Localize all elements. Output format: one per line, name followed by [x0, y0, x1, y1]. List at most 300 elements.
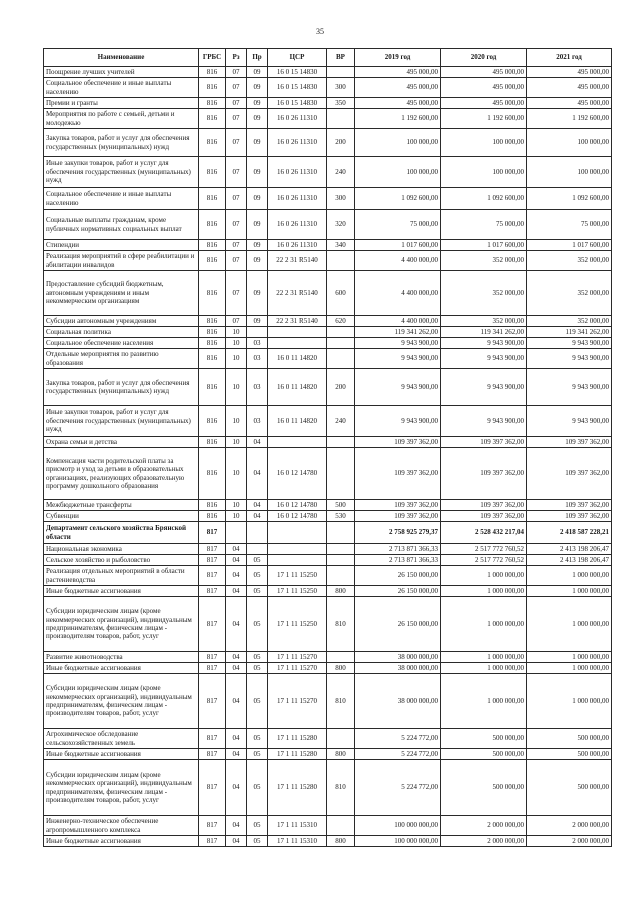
cell-grbs: 816: [199, 109, 226, 129]
table-row: [44, 448, 612, 500]
cell-rz: 10: [226, 448, 247, 500]
cell-vr: [327, 448, 355, 500]
cell-2020: 1 000 000,00: [441, 663, 527, 674]
cell-grbs: 817: [199, 674, 226, 729]
cell-rz: 04: [226, 663, 247, 674]
header-vr: ВР: [327, 49, 355, 67]
cell-csr: 16 0 26 11310: [268, 157, 327, 188]
cell-pr: 09: [247, 67, 268, 78]
cell-2021: 1 000 000,00: [527, 566, 612, 586]
cell-pr: [247, 327, 268, 338]
cell-2020: 352 000,00: [441, 316, 527, 327]
cell-name: Социальное обеспечение и иные выплаты населению: [44, 188, 199, 210]
cell-csr: [268, 555, 327, 566]
cell-2019: 5 224 772,00: [355, 760, 441, 816]
cell-grbs: 816: [199, 271, 226, 316]
cell-name: Поощрение лучших учителей: [44, 67, 199, 78]
cell-2021: 352 000,00: [527, 271, 612, 316]
cell-2019: 495 000,00: [355, 67, 441, 78]
cell-2019: 100 000 000,00: [355, 816, 441, 836]
cell-grbs: 816: [199, 316, 226, 327]
cell-vr: 500: [327, 500, 355, 511]
cell-csr: [268, 437, 327, 448]
table-row: [44, 566, 612, 586]
cell-2019: 100 000,00: [355, 157, 441, 188]
header-pr: Пр: [247, 49, 268, 67]
cell-name: Развитие животноводства: [44, 652, 199, 663]
cell-2021: 9 943 900,00: [527, 369, 612, 406]
cell-grbs: 816: [199, 210, 226, 240]
cell-2021: 9 943 900,00: [527, 338, 612, 349]
cell-rz: 04: [226, 544, 247, 555]
cell-name: Социальная политика: [44, 327, 199, 338]
cell-2020: 352 000,00: [441, 251, 527, 271]
cell-2021: 109 397 362,00: [527, 500, 612, 511]
cell-2020: 495 000,00: [441, 98, 527, 109]
cell-2020: 1 000 000,00: [441, 652, 527, 663]
cell-name: Иные бюджетные ассигнования: [44, 586, 199, 597]
cell-pr: 09: [247, 316, 268, 327]
cell-pr: 09: [247, 109, 268, 129]
cell-pr: 05: [247, 729, 268, 749]
cell-2020: 1 017 600,00: [441, 240, 527, 251]
cell-pr: 05: [247, 652, 268, 663]
cell-pr: 09: [247, 98, 268, 109]
cell-pr: 09: [247, 240, 268, 251]
cell-pr: 05: [247, 663, 268, 674]
cell-name: Иные закупки товаров, работ и услуг для обеспечения государственных (муниципальных) нужд: [44, 406, 199, 437]
cell-grbs: 816: [199, 511, 226, 522]
cell-2020: 1 192 600,00: [441, 109, 527, 129]
cell-vr: 320: [327, 210, 355, 240]
cell-2021: 9 943 900,00: [527, 406, 612, 437]
cell-pr: 05: [247, 586, 268, 597]
cell-pr: 03: [247, 338, 268, 349]
cell-2020: 1 000 000,00: [441, 586, 527, 597]
cell-name: Субсидии юридическим лицам (кроме некоммерческих организаций), индивидуальным предпринимателям, физическим лицам - производителям товаров, работ, услуг: [44, 674, 199, 729]
cell-2021: 1 192 600,00: [527, 109, 612, 129]
cell-rz: 04: [226, 555, 247, 566]
cell-pr: 04: [247, 437, 268, 448]
cell-pr: 09: [247, 271, 268, 316]
cell-csr: 17 1 11 15270: [268, 652, 327, 663]
cell-grbs: 816: [199, 369, 226, 406]
cell-name: Социальное обеспечение и иные выплаты населению: [44, 78, 199, 98]
table-row: [44, 78, 612, 98]
header-name: Наименование: [44, 49, 199, 67]
cell-pr: 05: [247, 555, 268, 566]
cell-csr: 17 1 11 15280: [268, 729, 327, 749]
cell-rz: 04: [226, 749, 247, 760]
cell-name: Иные закупки товаров, работ и услуг для обеспечения государственных (муниципальных) нужд: [44, 157, 199, 188]
cell-name: Закупка товаров, работ и услуг для обеспечения государственных (муниципальных) нужд: [44, 129, 199, 157]
cell-rz: 04: [226, 760, 247, 816]
cell-csr: 16 0 11 14820: [268, 369, 327, 406]
cell-vr: [327, 652, 355, 663]
cell-2019: 100 000,00: [355, 129, 441, 157]
cell-vr: 300: [327, 78, 355, 98]
cell-rz: 07: [226, 316, 247, 327]
cell-2020: 109 397 362,00: [441, 437, 527, 448]
cell-vr: 800: [327, 663, 355, 674]
cell-vr: 800: [327, 749, 355, 760]
cell-rz: 07: [226, 109, 247, 129]
cell-name: Национальная экономика: [44, 544, 199, 555]
cell-pr: 09: [247, 251, 268, 271]
cell-csr: 16 0 15 14830: [268, 67, 327, 78]
table-body: [44, 67, 612, 847]
table-row: [44, 406, 612, 437]
cell-2019: 9 943 900,00: [355, 369, 441, 406]
cell-rz: 04: [226, 586, 247, 597]
cell-2021: 352 000,00: [527, 251, 612, 271]
cell-2020: 100 000,00: [441, 157, 527, 188]
cell-vr: [327, 729, 355, 749]
cell-vr: 350: [327, 98, 355, 109]
cell-grbs: 816: [199, 78, 226, 98]
cell-grbs: 817: [199, 652, 226, 663]
table-row: [44, 98, 612, 109]
cell-name: Агрохимическое обследование сельскохозяйственных земель: [44, 729, 199, 749]
cell-grbs: 816: [199, 251, 226, 271]
cell-2019: 119 341 262,00: [355, 327, 441, 338]
cell-grbs: 816: [199, 448, 226, 500]
table-row: [44, 544, 612, 555]
header-2019: 2019 год: [355, 49, 441, 67]
cell-vr: 340: [327, 240, 355, 251]
cell-grbs: 817: [199, 749, 226, 760]
cell-pr: 05: [247, 749, 268, 760]
cell-csr: [268, 522, 327, 544]
cell-grbs: 816: [199, 500, 226, 511]
table-row: [44, 586, 612, 597]
cell-2019: 109 397 362,00: [355, 511, 441, 522]
cell-grbs: 816: [199, 327, 226, 338]
cell-2019: 9 943 900,00: [355, 338, 441, 349]
cell-csr: 17 1 11 15250: [268, 566, 327, 586]
cell-2020: 495 000,00: [441, 67, 527, 78]
cell-2019: 1 192 600,00: [355, 109, 441, 129]
cell-grbs: 817: [199, 555, 226, 566]
cell-vr: 200: [327, 369, 355, 406]
cell-2019: 4 400 000,00: [355, 316, 441, 327]
cell-2020: 2 517 772 760,52: [441, 555, 527, 566]
cell-csr: 17 1 11 15270: [268, 663, 327, 674]
table-row: [44, 500, 612, 511]
cell-name: Социальное обеспечение населения: [44, 338, 199, 349]
cell-2021: 495 000,00: [527, 78, 612, 98]
cell-pr: 09: [247, 157, 268, 188]
cell-pr: 04: [247, 500, 268, 511]
cell-grbs: 816: [199, 406, 226, 437]
cell-name: Межбюджетные трансферты: [44, 500, 199, 511]
table-row: [44, 240, 612, 251]
cell-name: Премии и гранты: [44, 98, 199, 109]
cell-name: Иные бюджетные ассигнования: [44, 836, 199, 847]
cell-2021: 1 017 600,00: [527, 240, 612, 251]
table-row: [44, 597, 612, 652]
cell-csr: 17 1 11 15250: [268, 597, 327, 652]
cell-2020: 2 528 432 217,04: [441, 522, 527, 544]
cell-2021: 500 000,00: [527, 760, 612, 816]
cell-2020: 1 000 000,00: [441, 597, 527, 652]
cell-2019: 5 224 772,00: [355, 729, 441, 749]
cell-csr: [268, 544, 327, 555]
cell-vr: 810: [327, 760, 355, 816]
cell-pr: 09: [247, 210, 268, 240]
cell-2019: 2 713 871 366,33: [355, 555, 441, 566]
cell-grbs: 816: [199, 188, 226, 210]
cell-vr: 600: [327, 271, 355, 316]
cell-csr: 16 0 15 14830: [268, 98, 327, 109]
cell-rz: [226, 522, 247, 544]
cell-2020: 1 000 000,00: [441, 566, 527, 586]
cell-csr: 16 0 26 11310: [268, 240, 327, 251]
cell-csr: 17 1 11 15310: [268, 836, 327, 847]
cell-rz: 10: [226, 406, 247, 437]
cell-2019: 495 000,00: [355, 78, 441, 98]
cell-name: Предоставление субсидий бюджетным, автономным учреждениям и иным некоммерческим организациям: [44, 271, 199, 316]
cell-2020: 109 397 362,00: [441, 448, 527, 500]
cell-2019: 4 400 000,00: [355, 251, 441, 271]
cell-2019: 26 150 000,00: [355, 597, 441, 652]
cell-rz: 07: [226, 188, 247, 210]
cell-2019: 495 000,00: [355, 98, 441, 109]
cell-2021: 109 397 362,00: [527, 511, 612, 522]
cell-2019: 4 400 000,00: [355, 271, 441, 316]
cell-pr: 05: [247, 836, 268, 847]
cell-2020: 2 000 000,00: [441, 836, 527, 847]
cell-rz: 10: [226, 437, 247, 448]
cell-pr: 09: [247, 78, 268, 98]
cell-rz: 07: [226, 240, 247, 251]
cell-grbs: 816: [199, 157, 226, 188]
cell-2021: 9 943 900,00: [527, 349, 612, 369]
cell-vr: 240: [327, 157, 355, 188]
cell-name: Реализация отдельных мероприятий в области растениеводства: [44, 566, 199, 586]
cell-rz: 04: [226, 816, 247, 836]
cell-2020: 119 341 262,00: [441, 327, 527, 338]
cell-2021: 1 000 000,00: [527, 674, 612, 729]
cell-2020: 9 943 900,00: [441, 406, 527, 437]
cell-name: Департамент сельского хозяйства Брянской области: [44, 522, 199, 544]
cell-rz: 04: [226, 674, 247, 729]
table-row: [44, 210, 612, 240]
cell-2021: 100 000,00: [527, 129, 612, 157]
cell-2021: 1 092 600,00: [527, 188, 612, 210]
cell-grbs: 817: [199, 597, 226, 652]
cell-csr: [268, 327, 327, 338]
cell-2021: 1 000 000,00: [527, 597, 612, 652]
cell-2021: 495 000,00: [527, 98, 612, 109]
cell-2021: 109 397 362,00: [527, 437, 612, 448]
cell-csr: 22 2 31 R5140: [268, 251, 327, 271]
table-row: [44, 522, 612, 544]
cell-vr: [327, 327, 355, 338]
cell-2019: 75 000,00: [355, 210, 441, 240]
table-row: [44, 729, 612, 749]
cell-csr: [268, 338, 327, 349]
table-row: [44, 511, 612, 522]
cell-vr: 800: [327, 836, 355, 847]
cell-rz: 07: [226, 251, 247, 271]
cell-2019: 26 150 000,00: [355, 566, 441, 586]
cell-2021: 100 000,00: [527, 157, 612, 188]
cell-rz: 07: [226, 271, 247, 316]
cell-2021: 500 000,00: [527, 749, 612, 760]
cell-grbs: 817: [199, 816, 226, 836]
cell-2021: 1 000 000,00: [527, 663, 612, 674]
cell-2020: 1 000 000,00: [441, 674, 527, 729]
header-2021: 2021 год: [527, 49, 612, 67]
cell-2019: 109 397 362,00: [355, 437, 441, 448]
cell-csr: 16 0 26 11310: [268, 210, 327, 240]
table-row: [44, 760, 612, 816]
cell-pr: 03: [247, 406, 268, 437]
cell-2020: 500 000,00: [441, 760, 527, 816]
cell-2020: 352 000,00: [441, 271, 527, 316]
cell-2021: 2 000 000,00: [527, 816, 612, 836]
cell-vr: [327, 67, 355, 78]
cell-2021: 352 000,00: [527, 316, 612, 327]
cell-2020: 2 517 772 760,52: [441, 544, 527, 555]
cell-csr: 16 0 11 14820: [268, 406, 327, 437]
cell-pr: 03: [247, 349, 268, 369]
table-row: [44, 652, 612, 663]
cell-2020: 100 000,00: [441, 129, 527, 157]
cell-grbs: 816: [199, 240, 226, 251]
table-row: [44, 836, 612, 847]
cell-csr: 16 0 12 14780: [268, 448, 327, 500]
cell-vr: [327, 338, 355, 349]
cell-pr: 09: [247, 188, 268, 210]
cell-vr: [327, 566, 355, 586]
table-row: [44, 437, 612, 448]
cell-grbs: 817: [199, 663, 226, 674]
table-row: [44, 369, 612, 406]
header-rz: Рз: [226, 49, 247, 67]
cell-vr: 300: [327, 188, 355, 210]
cell-vr: [327, 522, 355, 544]
cell-rz: 04: [226, 566, 247, 586]
cell-2019: 38 000 000,00: [355, 674, 441, 729]
cell-2020: 109 397 362,00: [441, 511, 527, 522]
cell-grbs: 816: [199, 437, 226, 448]
cell-csr: 22 2 31 R5140: [268, 271, 327, 316]
cell-name: Отдельные мероприятия по развитию образования: [44, 349, 199, 369]
cell-csr: 17 1 11 15280: [268, 760, 327, 816]
cell-rz: 10: [226, 500, 247, 511]
table-row: [44, 188, 612, 210]
cell-grbs: 817: [199, 586, 226, 597]
cell-vr: [327, 555, 355, 566]
table-row: [44, 129, 612, 157]
cell-rz: 07: [226, 67, 247, 78]
cell-2021: 109 397 362,00: [527, 448, 612, 500]
cell-2021: 2 413 198 206,47: [527, 544, 612, 555]
cell-2019: 38 000 000,00: [355, 663, 441, 674]
page-number: 35: [316, 27, 324, 36]
cell-vr: 810: [327, 674, 355, 729]
table-row: [44, 251, 612, 271]
cell-vr: 530: [327, 511, 355, 522]
cell-vr: [327, 109, 355, 129]
cell-pr: 05: [247, 597, 268, 652]
cell-csr: 17 1 11 15310: [268, 816, 327, 836]
cell-csr: 17 1 11 15250: [268, 586, 327, 597]
cell-2019: 2 713 871 366,33: [355, 544, 441, 555]
cell-pr: 05: [247, 674, 268, 729]
cell-rz: 07: [226, 78, 247, 98]
cell-name: Субсидии автономным учреждениям: [44, 316, 199, 327]
cell-2021: 2 413 198 206,47: [527, 555, 612, 566]
cell-name: Закупка товаров, работ и услуг для обеспечения государственных (муниципальных) нужд: [44, 369, 199, 406]
table-row: [44, 316, 612, 327]
cell-name: Компенсация части родительской платы за присмотр и уход за детьми в образовательных организациях, реализующих образовательную программу дошкольного образования: [44, 448, 199, 500]
cell-2021: 2 000 000,00: [527, 836, 612, 847]
cell-rz: 10: [226, 369, 247, 406]
cell-2020: 9 943 900,00: [441, 349, 527, 369]
cell-name: Субсидии юридическим лицам (кроме некоммерческих организаций), индивидуальным предпринимателям, физическим лицам - производителям товаров, работ, услуг: [44, 597, 199, 652]
table-row: [44, 349, 612, 369]
cell-rz: 07: [226, 129, 247, 157]
cell-vr: 800: [327, 586, 355, 597]
cell-rz: 04: [226, 836, 247, 847]
table-row: [44, 749, 612, 760]
cell-pr: 05: [247, 760, 268, 816]
cell-csr: 16 0 12 14780: [268, 500, 327, 511]
cell-2021: 495 000,00: [527, 67, 612, 78]
cell-2020: 500 000,00: [441, 729, 527, 749]
cell-grbs: 816: [199, 338, 226, 349]
cell-rz: 04: [226, 729, 247, 749]
cell-vr: [327, 349, 355, 369]
cell-2019: 2 758 925 279,37: [355, 522, 441, 544]
cell-2019: 100 000 000,00: [355, 836, 441, 847]
cell-vr: [327, 437, 355, 448]
cell-pr: 03: [247, 369, 268, 406]
cell-grbs: 816: [199, 98, 226, 109]
cell-vr: [327, 544, 355, 555]
cell-grbs: 816: [199, 129, 226, 157]
cell-rz: 04: [226, 652, 247, 663]
table-row: [44, 109, 612, 129]
cell-csr: 22 2 31 R5140: [268, 316, 327, 327]
cell-grbs: 817: [199, 760, 226, 816]
cell-pr: [247, 522, 268, 544]
cell-name: Иные бюджетные ассигнования: [44, 663, 199, 674]
cell-grbs: 817: [199, 522, 226, 544]
cell-2020: 75 000,00: [441, 210, 527, 240]
cell-2021: 1 000 000,00: [527, 652, 612, 663]
cell-pr: 04: [247, 448, 268, 500]
cell-grbs: 816: [199, 349, 226, 369]
cell-2020: 1 092 600,00: [441, 188, 527, 210]
cell-2019: 38 000 000,00: [355, 652, 441, 663]
cell-2020: 109 397 362,00: [441, 500, 527, 511]
cell-2021: 2 418 587 228,21: [527, 522, 612, 544]
cell-rz: 04: [226, 597, 247, 652]
cell-vr: 810: [327, 597, 355, 652]
cell-vr: [327, 816, 355, 836]
cell-grbs: 817: [199, 544, 226, 555]
cell-name: Иные бюджетные ассигнования: [44, 749, 199, 760]
header-grbs: ГРБС: [199, 49, 226, 67]
cell-2019: 109 397 362,00: [355, 500, 441, 511]
cell-2019: 109 397 362,00: [355, 448, 441, 500]
table-row: [44, 338, 612, 349]
cell-rz: 10: [226, 338, 247, 349]
